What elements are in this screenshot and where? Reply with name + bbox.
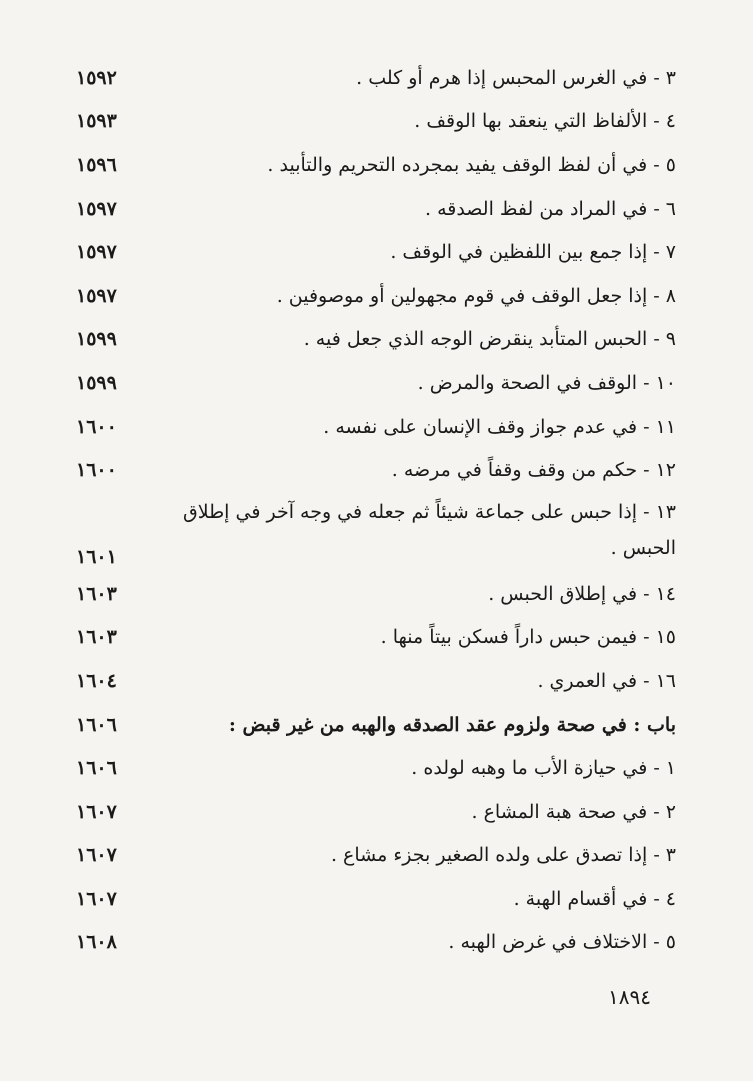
toc-entry-text: ٥ - الاختلاف في غرض الهبه . [448, 931, 676, 954]
page-folio-number: ١٨٩٤ [608, 985, 651, 1009]
toc-page-number: ١٦٠٦ [76, 713, 117, 736]
toc-entry-text: ١٦ - في العمري . [537, 669, 676, 692]
toc-row [76, 318, 676, 362]
toc-row [76, 790, 676, 834]
toc-page-number: ١٦٠٧ [76, 800, 117, 823]
toc-row [76, 405, 676, 449]
toc-row [76, 877, 676, 921]
toc-entry-text: ١١ - في عدم جواز وقف الإنسان على نفسه . [323, 415, 676, 438]
toc-row [76, 616, 676, 660]
toc-entry-text: ١٥ - فيمن حبس داراً فسكن بيتاً منها . [380, 626, 676, 649]
toc-page-number: ١٥٩٣ [76, 110, 117, 133]
toc-section-heading: باب : في صحة ولزوم عقد الصدقه والهبه من غير قبض : [228, 713, 676, 736]
table-of-contents [76, 56, 676, 964]
toc-page-number: ١٦٠٨ [76, 931, 117, 954]
toc-row [76, 746, 676, 790]
toc-page-number: ١٦٠٣ [76, 626, 117, 649]
toc-entry-text: ١٠ - الوقف في الصحة والمرض . [417, 371, 676, 394]
toc-row [76, 56, 676, 100]
toc-page-number: ١٦٠٤ [76, 669, 117, 692]
toc-entry-text: ٩ - الحبس المتأبد ينقرض الوجه الذي جعل فيه . [303, 328, 676, 351]
toc-page-number: ١٦٠٦ [76, 757, 117, 780]
toc-entry-text: ٣ - إذا تصدق على ولده الصغير بجزء مشاع . [330, 844, 676, 867]
toc-page-number: ١٦٠٧ [76, 844, 117, 867]
toc-row [76, 659, 676, 703]
toc-page-number: ١٦٠٠ [76, 415, 117, 438]
toc-entry-text: ٤ - في أقسام الهبة . [513, 887, 676, 910]
toc-page-number: ١٥٩٢ [76, 66, 117, 89]
toc-entry-text: ١٤ - في إطلاق الحبس . [488, 582, 676, 605]
toc-entry-text: ١٢ - حكم من وقف وقفاً في مرضه . [391, 459, 676, 482]
toc-row [76, 492, 676, 572]
toc-entry-text: ٥ - في أن لفظ الوقف يفيد بمجرده التحريم والتأبيد . [267, 153, 676, 176]
toc-row [76, 572, 676, 616]
toc-entry-text: ٦ - في المراد من لفظ الصدقه . [424, 197, 676, 220]
toc-page-number: ١٦٠١ [76, 545, 117, 568]
toc-row [76, 274, 676, 318]
toc-entry-text: ٤ - الألفاظ التي ينعقد بها الوقف . [414, 110, 676, 133]
toc-entry-text: ١ - في حيازة الأب ما وهبه لولده . [411, 757, 676, 780]
toc-row [76, 921, 676, 965]
toc-row [76, 187, 676, 231]
toc-section-heading-row [76, 703, 676, 747]
toc-page-number: ١٦٠٧ [76, 887, 117, 910]
toc-row [76, 143, 676, 187]
toc-page-number: ١٥٩٧ [76, 197, 117, 220]
toc-entry-text: ١٣ - إذا حبس على جماعة شيئاً ثم جعله في وجه آخر في إطلاق الحبس . [182, 500, 676, 559]
toc-page-number: ١٦٠٣ [76, 582, 117, 605]
toc-page-number: ١٥٩٦ [76, 153, 117, 176]
toc-row [76, 834, 676, 878]
toc-row [76, 361, 676, 405]
toc-page-number: ١٦٠٠ [76, 459, 117, 482]
toc-entry-text: ٧ - إذا جمع بين اللفظين في الوقف . [390, 241, 676, 264]
toc-page-number: ١٥٩٧ [76, 241, 117, 264]
toc-entry-text: ٨ - إذا جعل الوقف في قوم مجهولين أو موصوفين . [276, 284, 676, 307]
toc-entry-text: ٣ - في الغرس المحبس إذا هرم أو كلب . [356, 66, 676, 89]
toc-page-number: ١٥٩٩ [76, 328, 117, 351]
toc-row [76, 448, 676, 492]
toc-row [76, 100, 676, 144]
toc-page-number: ١٥٩٩ [76, 371, 117, 394]
toc-row [76, 230, 676, 274]
toc-entry-text: ٢ - في صحة هبة المشاع . [471, 800, 676, 823]
toc-page-number: ١٥٩٧ [76, 284, 117, 307]
